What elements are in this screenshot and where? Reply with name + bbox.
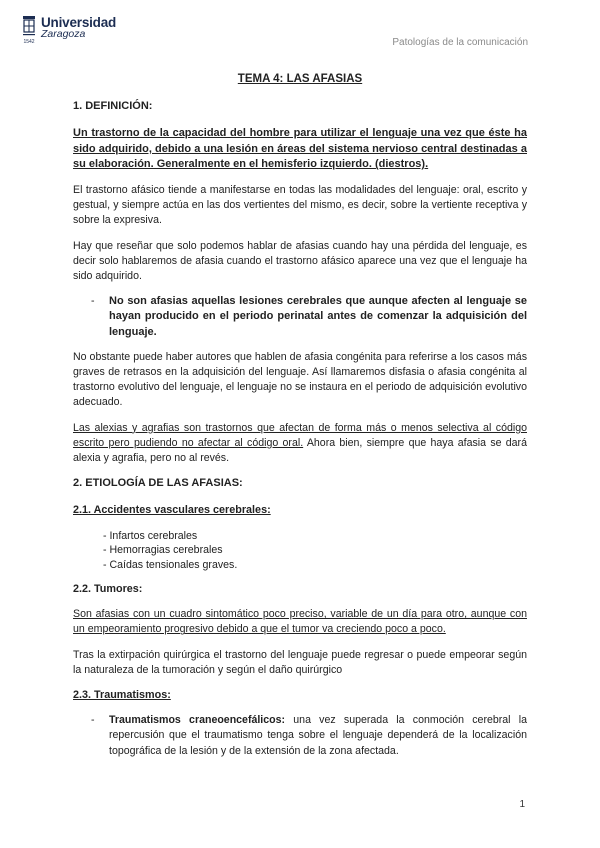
university-logo [22,16,116,46]
subsection-2-3-heading: 2.3. Traumatismos: [73,689,171,702]
bullet-item [91,294,527,340]
paragraph: Tras la extirpación quirúrgica el trastorno del lenguaje puede regresar o puede empeorar según la naturaleza de la tumoración y según el daño quirúrgico [73,648,527,676]
bullet-bold-label: Traumatismos craneoencefálicos: [109,714,286,727]
running-header: Patologías de la comunicación [392,37,528,48]
subsection-2-1-heading: 2.1. Accidentes vasculares cerebrales: [73,504,271,517]
list-item: - Caídas tensionales graves. [103,558,527,573]
paragraph: Hay que reseñar que solo podemos hablar de afasias cuando hay una pérdida del lenguaje, es decir solo hablaremos de afasia cuando el trastorno afásico aparece una vez que el lenguaje ha sido adquirido. [73,239,527,282]
bullet-dash: - [91,714,95,727]
bullet-item [91,713,527,759]
subsection-2-2-heading: 2.2. Tumores: [73,583,143,596]
list-item: - Hemorragias cerebrales [103,543,527,558]
crest-caption: 1542 [23,39,35,45]
university-name: Universidad [41,15,117,30]
bullet-text: No son afasias aquellas lesiones cerebrales que aunque afecten al lenguaje se hayan producido en el periodo perinatal antes de comenzar la adquisición del lenguaje. [109,295,527,338]
document-title: TEMA 4: LAS AFASIAS [237,73,363,85]
section-1-heading: 1. DEFINICIÓN: [73,100,153,113]
paragraph-text: Ahora bien, siempre que haya afasia se dará alexia y agrafia, pero no al revés. [73,436,527,464]
bullet-rest: una vez superada la conmoción cerebral la repercusión que el traumatismo tenga sobre el lenguaje dependerá de la localización topográfica de la lesión y de la extensión de la zona afectada. [109,714,528,757]
section-2-heading: 2. ETIOLOGÍA DE LAS AFASIAS: [73,477,243,490]
document-body [73,72,527,769]
list-item: - Infartos cerebrales [103,529,527,544]
underlined-paragraph: Son afasias con un cuadro sintomático poco preciso, variable de un día para otro, aunque con un empeoramiento progresivo debido a que el tumor va creciendo poco a poco. [73,608,527,636]
page-number: 1 [519,799,525,810]
university-city: Zaragoza [41,28,86,40]
bullet-text [109,713,527,759]
paragraph: No obstante puede haber autores que hablen de afasia congénita para referirse a los casos más graves de retrasos en la adquisición del lenguaje. Así llamaremos disfasia o afasia congénita al trastorno evolutivo del lenguaje, el lenguaje no se instaura en el periodo de adquisición evolutivo adecuado. [73,350,527,409]
definition-paragraph: Un trastorno de la capacidad del hombre para utilizar el lenguaje una vez que éste ha sido adquirido, debido a una lesión en áreas del sistema nervioso central destinadas a su elaboración. Generalmente en el hemisferio izquierdo. (diestros). [73,127,527,171]
crest-icon [22,16,36,46]
underlined-text: Las alexias y agrafias son trastornos que afectan de forma más o menos selectiva al código escrito pero pudiendo no afectar al código oral. [73,421,527,449]
paragraph: El trastorno afásico tiende a manifestarse en todas las modalidades del lenguaje: oral, escrito y gestual, y siempre actúa en las dos vertientes del mismo, es decir, sobre la vertiente receptiva y sobre la expresiva. [73,183,527,227]
causes-list [103,529,527,573]
bullet-dash: - [91,295,95,308]
paragraph [73,421,527,467]
